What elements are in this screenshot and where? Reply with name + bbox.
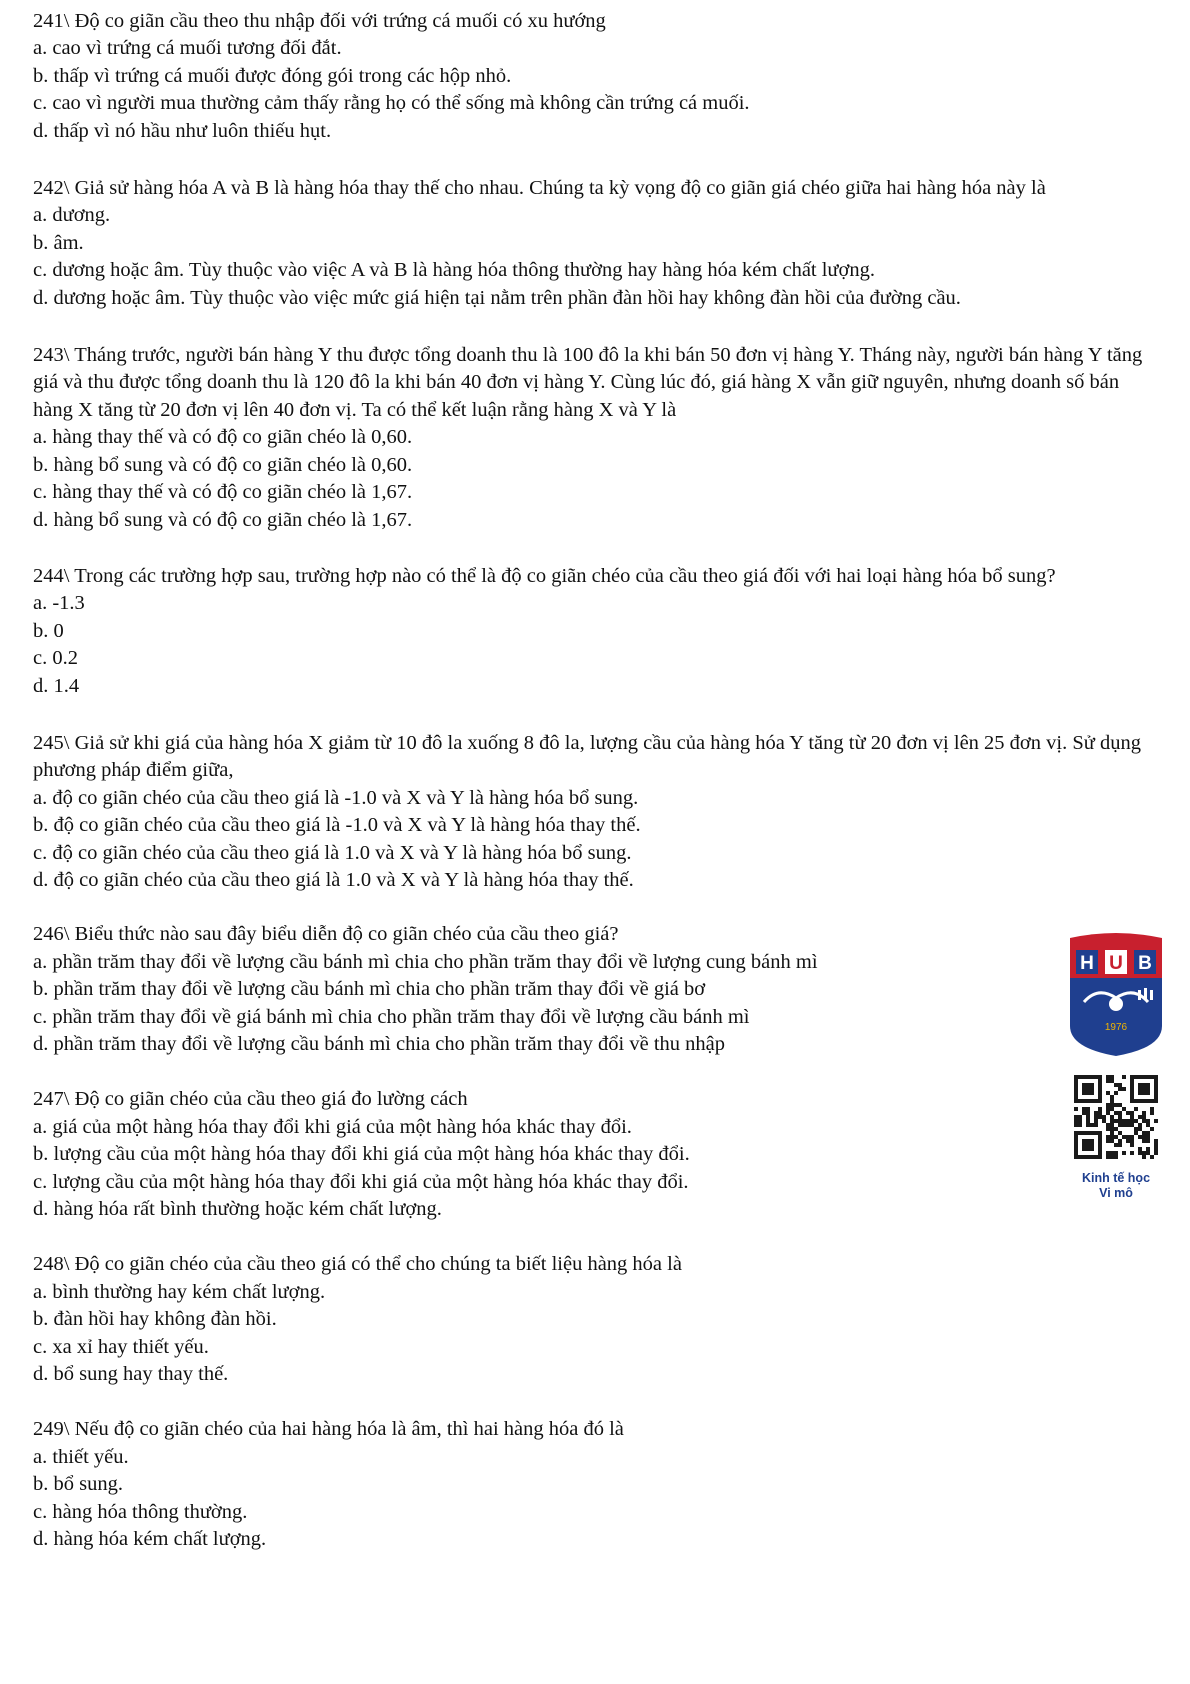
answer-option: d. dương hoặc âm. Tùy thuộc vào việc mức giá hiện tại nằm trên phần đàn hồi hay không đàn hồi của đường cầu. (33, 286, 961, 309)
question-stem: 248\ Độ co giãn chéo của cầu theo giá có thể cho chúng ta biết liệu hàng hóa là (33, 1253, 682, 1276)
answer-option: c. cao vì người mua thường cảm thấy rằng họ có thể sống mà không cần trứng cá muối. (33, 92, 750, 115)
question-stem: 242\ Giả sử hàng hóa A và B là hàng hóa thay thế cho nhau. Chúng ta kỳ vọng độ co giãn giá chéo giữa hai hàng hóa này là (33, 177, 1046, 200)
answer-option: a. thiết yếu. (33, 1445, 129, 1468)
qr-code[interactable] (1074, 1075, 1158, 1159)
question-stem: 249\ Nếu độ co giãn chéo của hai hàng hóa là âm, thì hai hàng hóa đó là (33, 1418, 624, 1441)
question-block (33, 1416, 1173, 1553)
answer-option: b. 0 (33, 619, 64, 642)
answer-option: a. bình thường hay kém chất lượng. (33, 1280, 326, 1303)
answer-option: c. 0.2 (33, 647, 78, 670)
answer-option: d. hàng hóa rất bình thường hoặc kém chất lượng. (33, 1198, 442, 1221)
logo-letter-h: H (1080, 953, 1094, 974)
logo-letter-u: U (1109, 953, 1123, 974)
answer-option: d. phần trăm thay đổi về lượng cầu bánh mì chia cho phần trăm thay đổi về thu nhập (33, 1033, 726, 1055)
answer-option: b. âm. (33, 231, 84, 254)
question-stem: 245\ Giả sử khi giá của hàng hóa X giảm từ 10 đô la xuống 8 đô la, lượng cầu của hàng hóa Y tăng từ 20 đơn vị lên 25 đơn vị. Sử dụng phương pháp điểm giữa, (33, 731, 1147, 782)
question-stem: 241\ Độ co giãn cầu theo thu nhập đối với trứng cá muối có xu hướng (33, 10, 606, 32)
document-body (33, 8, 1173, 1581)
question-block (33, 563, 1173, 700)
logo-year: 1976 (1104, 1022, 1128, 1033)
answer-option: d. hàng bổ sung và có độ co giãn chéo là 1,67. (33, 508, 413, 531)
answer-option: a. giá của một hàng hóa thay đổi khi giá của một hàng hóa khác thay đổi. (33, 1115, 632, 1138)
logo-shield-bottom (1070, 978, 1162, 1056)
answer-option: d. 1.4 (33, 674, 80, 697)
answer-option: b. bổ sung. (33, 1473, 123, 1496)
question-block (33, 1086, 1173, 1223)
logo-caption-line2: Vi mô (1099, 1186, 1133, 1200)
answer-option: b. hàng bổ sung và có độ co giãn chéo là 0,60. (33, 453, 413, 476)
answer-option: b. phần trăm thay đổi về lượng cầu bánh mì chia cho phần trăm thay đổi về giá bơ (33, 978, 706, 1001)
answer-option: c. hàng thay thế và có độ co giãn chéo là 1,67. (33, 481, 413, 504)
answer-option: c. dương hoặc âm. Tùy thuộc vào việc A và B là hàng hóa thông thường hay hàng hóa kém chất lượng. (33, 259, 876, 282)
answer-option: a. phần trăm thay đổi về lượng cầu bánh mì chia cho phần trăm thay đổi về lượng cung bánh mì (33, 950, 818, 973)
logo-emblem-center (1109, 997, 1123, 1011)
answer-option: b. lượng cầu của một hàng hóa thay đổi khi giá của một hàng hóa khác thay đổi. (33, 1143, 690, 1166)
question-block (33, 8, 1173, 145)
logo-letter-b: B (1138, 953, 1152, 974)
answer-option: b. thấp vì trứng cá muối được đóng gói trong các hộp nhỏ. (33, 64, 512, 87)
answer-option: a. hàng thay thế và có độ co giãn chéo là 0,60. (33, 426, 413, 449)
answer-option: b. đàn hồi hay không đàn hồi. (33, 1308, 277, 1331)
question-block (33, 921, 1173, 1058)
logo-caption-line1: Kinh tế học (1081, 1171, 1151, 1185)
hub-university-logo (1064, 930, 1168, 1058)
question-block (33, 1251, 1173, 1388)
answer-option: c. phần trăm thay đổi về giá bánh mì chia cho phần trăm thay đổi về lượng cầu bánh mì (33, 1005, 750, 1028)
question-stem: 247\ Độ co giãn chéo của cầu theo giá đo lường cách (33, 1088, 468, 1111)
answer-option: c. lượng cầu của một hàng hóa thay đổi khi giá của một hàng hóa khác thay đổi. (33, 1170, 689, 1193)
answer-option: b. độ co giãn chéo của cầu theo giá là -1.0 và X và Y là hàng hóa thay thế. (33, 814, 641, 837)
answer-option: d. bổ sung hay thay thế. (33, 1363, 229, 1386)
answer-option: a. độ co giãn chéo của cầu theo giá là -1.0 và X và Y là hàng hóa bổ sung. (33, 786, 639, 809)
answer-option: d. hàng hóa kém chất lượng. (33, 1528, 267, 1551)
answer-option: a. dương. (33, 204, 111, 227)
answer-option: a. -1.3 (33, 592, 85, 615)
question-stem: 244\ Trong các trường hợp sau, trường hợp nào có thể là độ co giãn chéo của cầu theo giá đối với hai loại hàng hóa bổ sung? (33, 564, 1056, 587)
question-block (33, 342, 1173, 534)
question-stem: 243\ Tháng trước, người bán hàng Y thu được tổng doanh thu là 100 đô la khi bán 50 đơn vị hàng Y. Tháng này, người bán hàng Y tăng giá và thu được tổng doanh thu là 120 đô la khi bán 40 đơn vị hàng Y. Cùng lúc đó, giá hàng X vẫn giữ nguyên, nhưng doanh số bán hàng X tăng từ 20 đơn vị lên 40 đơn vị. Ta có thể kết luận rằng hàng X và Y là (33, 344, 1148, 421)
logo-caption (1060, 1171, 1172, 1201)
answer-option: d. độ co giãn chéo của cầu theo giá là 1.0 và X và Y là hàng hóa thay thế. (33, 868, 634, 891)
answer-option: a. cao vì trứng cá muối tương đối đắt. (33, 37, 342, 60)
answer-option: c. hàng hóa thông thường. (33, 1500, 248, 1523)
answer-option: c. độ co giãn chéo của cầu theo giá là 1.0 và X và Y là hàng hóa bổ sung. (33, 841, 632, 864)
question-block (33, 175, 1173, 312)
question-block (33, 730, 1173, 894)
answer-option: c. xa xỉ hay thiết yếu. (33, 1335, 209, 1358)
question-stem: 246\ Biểu thức nào sau đây biểu diễn độ co giãn chéo của cầu theo giá? (33, 923, 619, 946)
answer-option: d. thấp vì nó hầu như luôn thiếu hụt. (33, 119, 332, 142)
